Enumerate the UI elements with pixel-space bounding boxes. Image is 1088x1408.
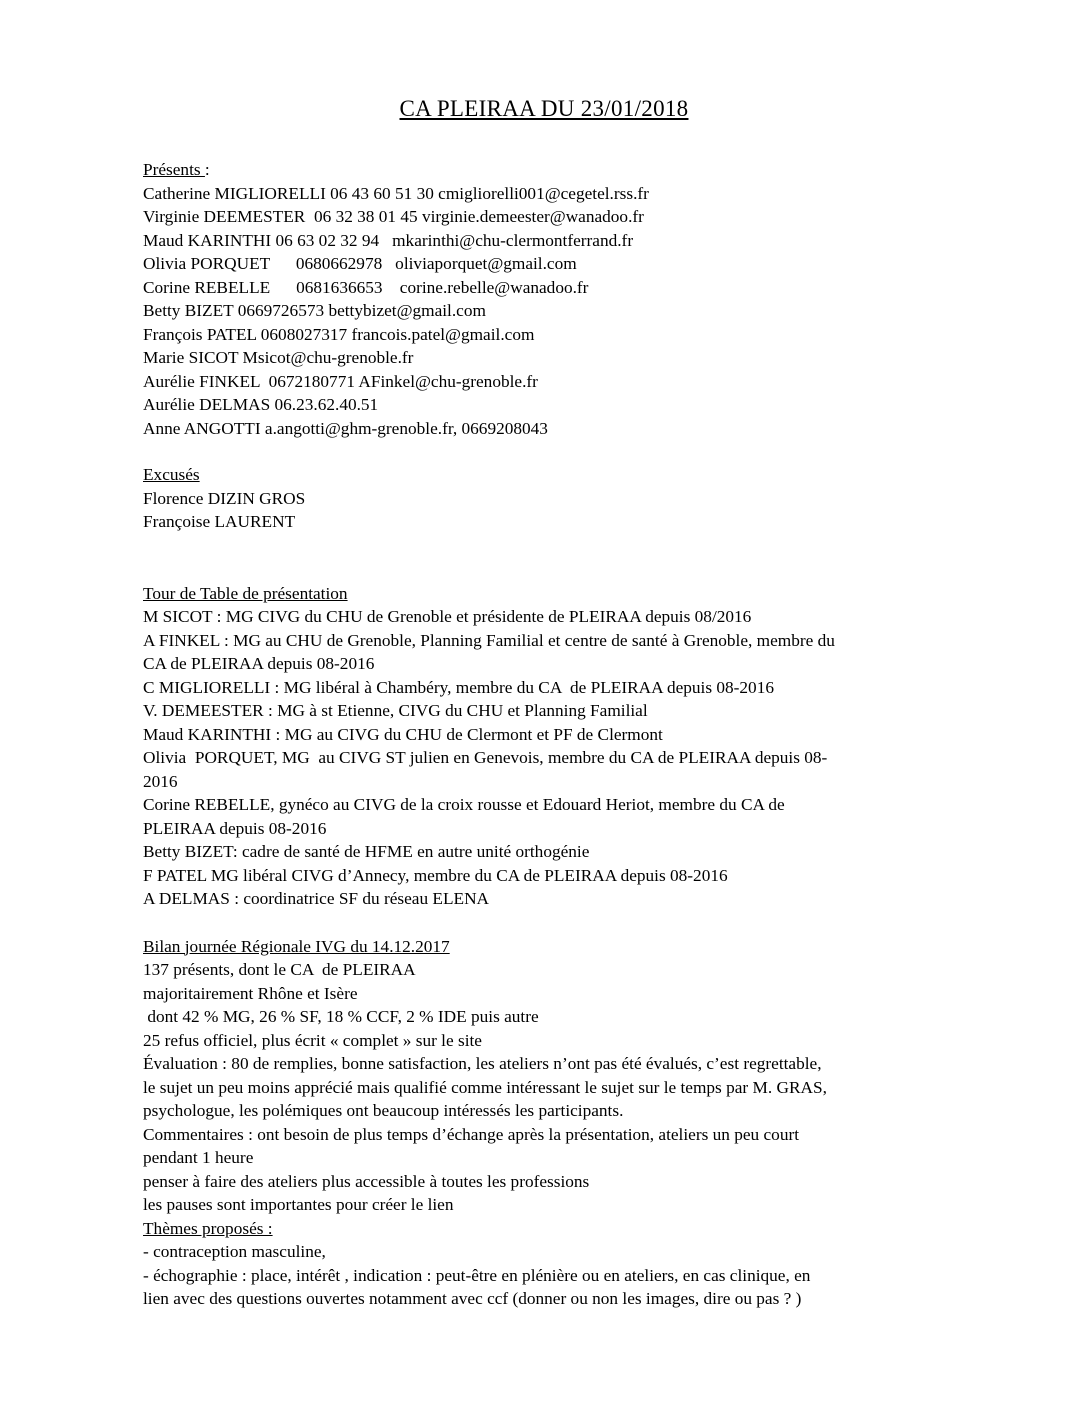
text-line: Aurélie DELMAS 06.23.62.40.51 [143,395,379,414]
text-line: C MIGLIORELLI : MG libéral à Chambéry, membre du CA de PLEIRAA depuis 08-2016 [143,677,774,697]
section-heading-presents [143,158,1013,182]
section-heading-excuses [143,463,1013,487]
text-line: lien avec des questions ouvertes notamment avec ccf (donner ou non les images, dire ou pas ? ) [143,1289,802,1308]
text-line: François PATEL 0608027317 francois.patel@gmail.com [143,324,535,344]
text-line: Maud KARINTHI 06 63 02 32 94 mkarinthi@chu-clermontferrand.fr [143,230,634,250]
text-line: 2016 [143,771,178,791]
heading-suffix: : [204,160,210,179]
text-line: Françoise LAURENT [143,512,296,531]
text-line: Betty BIZET: cadre de santé de HFME en autre unité orthogénie [143,842,590,861]
text-line: M SICOT : MG CIVG du CHU de Grenoble et présidente de PLEIRAA depuis 08/2016 [143,607,752,626]
text-line: F PATEL MG libéral CIVG d’Annecy, membre du CA de PLEIRAA depuis 08-2016 [143,865,728,885]
text-line: Commentaires : ont besoin de plus temps d’échange après la présentation, ateliers un peu court [143,1124,800,1144]
heading-text: Bilan journée Régionale IVG du 14.12.2017 [143,936,450,956]
text-line: CA de PLEIRAA depuis 08-2016 [143,654,375,673]
text-line: Catherine MIGLIORELLI 06 43 60 51 30 cmigliorelli001@cegetel.rss.fr [143,183,649,203]
text-line: Thèmes proposés : [143,1218,273,1238]
text-line: Corine REBELLE, gynéco au CIVG de la croix rousse et Edouard Heriot, membre du CA de [143,795,785,814]
text-line: Virginie DEEMESTER 06 32 38 01 45 virginie.demeester@wanadoo.fr [143,207,644,226]
heading-text: Excusés [143,465,200,484]
text-line: - contraception masculine, [143,1242,326,1261]
text-line: Betty BIZET 0669726573 bettybizet@gmail.com [143,301,486,320]
text-line: Florence DIZIN GROS [143,488,306,508]
text-line: Maud KARINTHI : MG au CIVG du CHU de Clermont et PF de Clermont [143,724,663,744]
text-line: A DELMAS : coordinatrice SF du réseau ELENA [143,889,490,908]
document-title [0,94,1088,124]
text-line: dont 42 % MG, 26 % SF, 18 % CCF, 2 % IDE puis autre [143,1007,539,1026]
text-line: A FINKEL : MG au CHU de Grenoble, Planning Familial et centre de santé à Grenoble, membre du [143,630,835,650]
section-bilan [143,935,1013,1311]
text-line: psychologue, les polémiques ont beaucoup intéressés les participants. [143,1101,624,1120]
text-line: pendant 1 heure [143,1148,254,1167]
document-title-text: CA PLEIRAA DU 23/01/2018 [399,96,689,121]
text-line: PLEIRAA depuis 08-2016 [143,818,327,838]
text-line: Olivia PORQUET, MG au CIVG ST julien en Genevois, membre du CA de PLEIRAA depuis 08- [143,748,828,767]
text-line: Anne ANGOTTI a.angotti@ghm-grenoble.fr, 0669208043 [143,418,548,438]
section-tour [143,582,1013,911]
text-line: Corine REBELLE 0681636653 corine.rebelle@wanadoo.fr [143,277,589,297]
document-body [143,158,1013,1311]
section-heading-bilan [143,935,1013,959]
section-heading-tour [143,582,1013,606]
text-line: V. DEMEESTER : MG à st Etienne, CIVG du CHU et Planning Familial [143,701,648,720]
section-presents [143,158,1013,440]
section-excuses [143,463,1013,534]
text-line: Évaluation : 80 de remplies, bonne satisfaction, les ateliers n’ont pas été évalués, c’est regrettable, [143,1054,822,1073]
text-line: les pauses sont importantes pour créer le lien [143,1195,454,1214]
text-line: Marie SICOT Msicot@chu-grenoble.fr [143,348,414,367]
text-line: le sujet un peu moins apprécié mais qualifié comme intéressant le sujet sur le temps par M. GRAS, [143,1077,827,1097]
text-line: 25 refus officiel, plus écrit « complet » sur le site [143,1030,482,1050]
text-line: Olivia PORQUET 0680662978 oliviaporquet@gmail.com [143,254,577,273]
text-line: majoritairement Rhône et Isère [143,983,358,1003]
text-line: 137 présents, dont le CA de PLEIRAA [143,960,416,979]
heading-text: Présents [143,160,205,179]
heading-text: Tour de Table de présentation [143,583,348,603]
text-line: - échographie : place, intérêt , indication : peut-être en plénière ou en ateliers, en cas clinique, en [143,1265,811,1285]
text-line: penser à faire des ateliers plus accessible à toutes les professions [143,1171,590,1191]
text-line: Aurélie FINKEL 0672180771 AFinkel@chu-grenoble.fr [143,371,538,391]
